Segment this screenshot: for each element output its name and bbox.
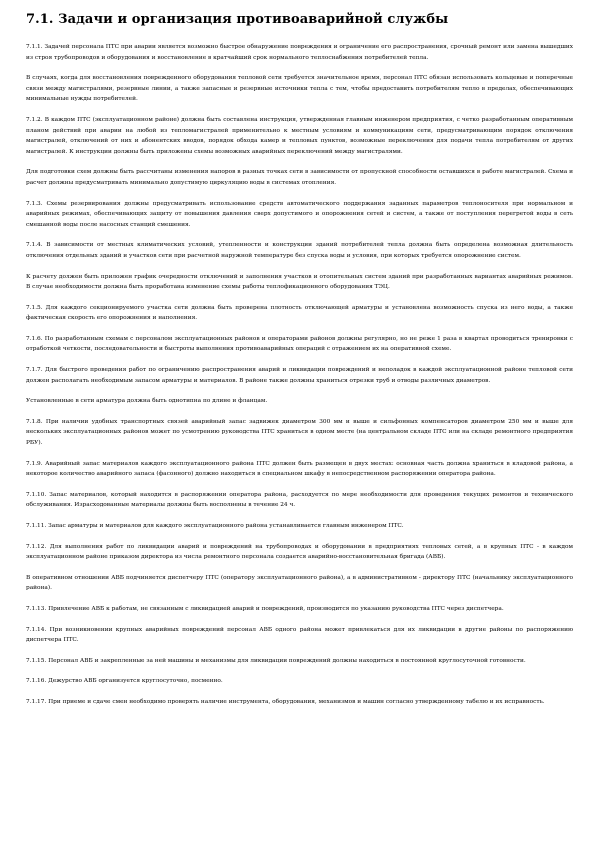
paragraph-7-1-3: 7.1.3. Схемы резервирования должны предусматривать использование средств автоматического поддержания заданных параметров теплоносителя при нормальном и аварийных режимах, обеспечивающих защиту от повышения давления сверх допустимого и опорожнения сетей и систем, а также от поступления перегретой воды в сеть смешанной воды после насосных станций смешения. — [26, 200, 573, 228]
paragraph-7-1-4-continued: К расчету должен быть приложен график очередности отключений и заполнения участков и отопительных систем зданий при разработанных вариантах аварийных режимов. В случае необходимости должна быть проработана изменение схемы работы теплофикационного оборудования ТЭЦ. — [26, 273, 573, 291]
paragraph-7-1-7-continued: Установленные в сети арматура должна быть однотипна по длине и фланцам. — [26, 398, 268, 405]
paragraph-7-1-12-continued: В оперативном отношении АВБ подчиняется диспетчеру ПТС (оператору эксплуатационного района), а в административном - директору ПТС (начальнику эксплуатационного района). — [26, 574, 573, 592]
paragraph-7-1-7: 7.1.7. Для быстрого проведения работ по ограничению распространения аварий и ликвидации повреждений и неполадок в каждой эксплуатационной районе тепловой сети должен располагать необходимым запасом арматуры и материалов. В районе также должны храниться отрезки труб и отводы различных диаметров. — [26, 367, 573, 384]
paragraph-7-1-2-continued: Для подготовки схем должны быть рассчитаны изменения напоров в разных точках сети в зависимости от пропускной способности оставшихся в работе магистралей. Схема и расчет должны предусматривать минимально допустимую циркуляцию воды в системах отопления. — [26, 169, 573, 186]
paragraph-7-1-14: 7.1.14. При возникновении крупных аварийных повреждений персонал АВБ одного района может привлекаться для их ликвидации в другие районы по распоряжению диспетчера ПТС. — [26, 626, 573, 644]
paragraph-7-1-1: 7.1.1. Задачей персонала ПТС при аварии является возможно быстрое обнаружение повреждения и ограничение его распространения, срочный ремонт или замена вышедших из строя трубопроводов и оборудования и восстановление в кратчайший срок нормального теплоснабжения потребителей тепла. — [26, 44, 573, 61]
paragraph-7-1-2: 7.1.2. В каждом ПТС (эксплуатационном районе) должна быть составлена инструкция, утвержденная главным инженером предприятия, с четко разработанным оперативным планом действий при аварии на любой из тепломагистралей применительно к местным условиям и коммуникациям сети, предусматривающим порядок отключения магистралей, отключений от них и абонентских вводов, порядок обхода камер и тепловых пунктов, возможные переключения для подачи тепла потребителям от других магистралей. К инструкции должны быть приложены схемы возможных аварийных переключений между магистралями. — [26, 116, 573, 155]
paragraph-7-1-5: 7.1.5. Для каждого секционируемого участка сети должна быть проверена плотность отключающей арматуры и установлена возможность спуска из него воды, а также фактическая скорость его опорожнения и наполнения. — [26, 304, 573, 322]
paragraph-7-1-15: 7.1.15. Персонал АВБ и закрепленные за ней машины и механизмы для ликвидации повреждений должны находиться в постоянной круглосуточной готовности. — [26, 657, 526, 664]
paragraph-7-1-13: 7.1.13. Привлечение АВБ к работам, не связанным с ликвидацией аварий и повреждений, производится по указанию руководства ПТС через диспетчера. — [26, 605, 504, 612]
section-title: 7.1. Задачи и организация противоаварийной службы — [26, 12, 449, 27]
paragraph-7-1-8: 7.1.8. При наличии удобных транспортных связей аварийный запас задвижек диаметром 300 мм и выше и сильфонных компенсаторов диаметром 250 мм и выше для нескольких эксплуатационных районов может по усмотрению руководства ПТС храниться в одном месте (на центральном складе ПТС или на складе ремонтного предприятия РБУ). — [26, 418, 573, 447]
paragraph-7-1-10: 7.1.10. Запас материалов, который находится в распоряжении оператора района, расходуется по мере необходимости для проведения текущих ремонтов и технического обслуживания. Израсходованные материалы должны быть восполнены в течение 24 ч. — [26, 491, 573, 509]
paragraph-7-1-17: 7.1.17. При приеме и сдаче смен необходимо проверять наличие инструмента, оборудования, механизмов и машин согласно утвержденному табелю и их исправность. — [26, 698, 545, 705]
document-body — [26, 42, 573, 708]
paragraph-7-1-11: 7.1.11. Запас арматуры и материалов для каждого эксплуатационного района устанавливается главным инженером ПТС. — [26, 523, 404, 529]
paragraph-7-1-9: 7.1.9. Аварийный запас материалов каждого эксплуатационного района ПТС должен быть размещен в двух местах: основная часть должна храниться в кладовой района, а некоторое количество аварийного запаса (фасонного) должно находиться в специальном шкафу в непосредственном распоряжении оператора района. — [26, 460, 573, 478]
paragraph-7-1-4: 7.1.4. В зависимости от местных климатических условий, утепленности и конструкции зданий потребителей тепла должна быть определена возможная длительность отключения отдельных зданий и участков сети при расчетной наружной температуре без спуска воды и условия, при которых требуется опорожнение систем. — [26, 242, 573, 259]
paragraph-7-1-6: 7.1.6. По разработанным схемам с персоналом эксплуатационных районов и операторами районов должны регулярно, но не реже 1 раза в квартал проводиться тренировки с отработкой четкости, последовательности и быстроты выполнения противоаварийных операций с отражением их на оперативной схеме. — [26, 335, 573, 353]
paragraph-7-1-1-continued: В случаях, когда для восстановления поврежденного оборудования тепловой сети требуется значительное время, персонал ПТС обязан использовать кольцевые и поперечные связи между магистралями, резервные линии, а также запасные и резервные источники тепла с тем, чтобы предоставить потребителям тепло в пределах, обеспечивающих минимальные нужды потребителей. — [26, 75, 573, 103]
paragraph-7-1-16: 7.1.16. Дежурство АВБ организуется круглосуточно, посменно. — [26, 678, 223, 685]
paragraph-7-1-12: 7.1.12. Для выполнения работ по ликвидации аварий и повреждений на трубопроводах и оборудовании в предприятиях тепловых сетей, а в крупных ПТС - в каждом эксплуатационном районе приказом директора из числа ремонтного персонала создается аварийно-восстановительная бригада (АВБ). — [26, 543, 573, 561]
